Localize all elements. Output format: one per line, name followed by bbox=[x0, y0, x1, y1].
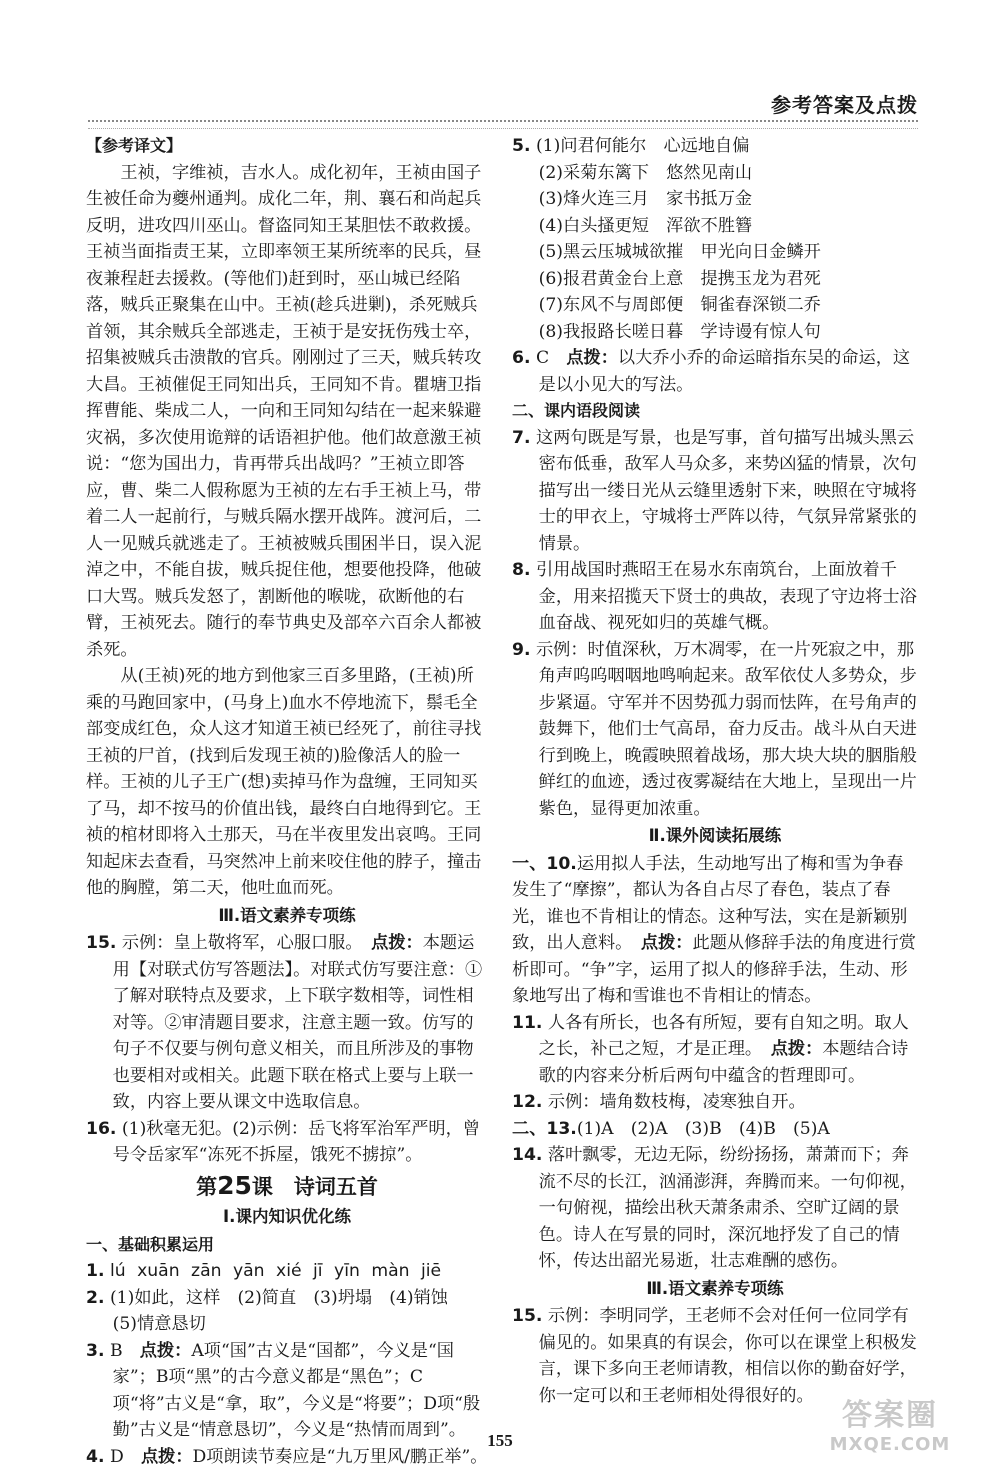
left-column bbox=[86, 133, 488, 1470]
answer-5-line: (6)报君黄金台上意 提携玉龙为君死 bbox=[538, 268, 821, 289]
answer-14: 14. 落叶飘零，无边无际，纷纷扬扬，萧萧而下；奔流不尽的长江，汹涌澎湃，奔腾而来。一句仰视，一句俯视，描绘出秋天萧条肃杀、空旷辽阔的景色。诗人在写景的同时，深沉地抒发了自己的情怀，传达出韶光易逝，壮志难酬的感伤。 bbox=[512, 1145, 917, 1271]
subsection-title-basics: 一、基础积累运用 bbox=[86, 1234, 215, 1254]
page-header-title: 参考答案及点拨 bbox=[771, 93, 918, 117]
answer-10: 一、10.运用拟人手法，生动地写出了梅和雪为争春发生了“摩擦”，都认为各自占尽了春色，装点了春光，谁也不肯相让的情态。这种写法，实在是新颖别致，出人意料。 点拨：此题从修辞手法的角度进行赏析即可。“争”字，运用了拟人的修辞手法，生动、形象地写出了梅和雪谁也不肯相让的情态。 bbox=[512, 853, 916, 1006]
answer-5-line: (2)采菊东篱下 悠然见南山 bbox=[538, 162, 753, 183]
section-title-literacy: Ⅲ.语文素养专项练 bbox=[218, 905, 356, 925]
answer-15: 15. 示例：李明同学，王老师不会对任何一位同学有偏见的。如果真的有误会，你可以在课堂上积极发言，课下多向王老师请教，相信以你的勤奋好学，你一定可以和王老师相处得很好的。 bbox=[512, 1306, 917, 1406]
answer-13: 二、13.(1)A (2)A (3)B (4)B (5)A bbox=[512, 1118, 830, 1139]
answer-5-line: (8)我报路长嗟日暮 学诗谩有惊人句 bbox=[538, 321, 821, 342]
translation-paragraph-1: 王祯，字维祯，吉水人。成化初年，王祯由国子生被任命为夔州通判。成化二年，荆、襄石和尚起兵反明，进攻四川巫山。督盗同知王某胆怯不敢救援。王祯当面指责王某，立即率领王某所统率的民兵，昼夜兼程赶去援救。(等他们)赶到时，巫山城已经陷落，贼兵正聚集在山中。王祯(趁兵进剿)，杀死贼兵首领，其余贼兵全部逃走，王祯于是安抚伤残士卒，招集被贼兵击溃散的官兵。刚刚过了三天，贼兵转攻大昌。王祯催促王同知出兵，王同知不肯。瞿塘卫指挥曹能、柴成二人，一向和王同知勾结在一起来躲避灾祸，多次使用诡辩的话语袒护他。他们故意激王祯说：“您为国出力，肯再带兵出战吗？”王祯立即答应，曹、柴二人假称愿为王祯的左右手王祯上马，带着二人一起前行，与贼兵隔水摆开战阵。渡河后，二人一见贼兵就逃走了。王祯被贼兵围困半日，误入泥淖之中，不能自拔，贼兵捉住他，想要他投降，他破口大骂。贼兵发怒了，割断他的喉咙，砍断他的右臂，王祯死去。随行的奉节典史及部卒六百余人都被杀死。 bbox=[86, 162, 482, 660]
watermark-logo: 答案圈 MXQE.COM bbox=[829, 1398, 951, 1455]
translation-paragraph-2: 从(王祯)死的地方到他家三百多里路，(王祯)所乘的马跑回家中，(马身上)血水不停地流下，鬃毛全部变成红色，众人这才知道王祯已经死了，前往寻找王祯的尸首，(找到后发现王祯的)脸像活人的脸一样。王祯的儿子王广(想)卖掉马作为盘缠，王同知买了马，却不按马的价值出钱，最终白白地得到它。王祯的棺材即将入土那天，马在半夜里发出哀鸣。王同知起床去查看，马突然冲上前来咬住他的脖子，撞击他的胸膛，第二天，他吐血而死。 bbox=[86, 666, 482, 898]
answer-9: 9. 示例：时值深秋，万木凋零，在一片死寂之中，那角声呜呜咽咽地鸣响起来。敌军依仗人多势众，步步紧逼。守军并不因势孤力弱而怯阵，在号角声的鼓舞下，他们士气高昂，奋力反击。战斗从白天进行到晚上，晚霞映照着战场，那大块大块的胭脂般鲜红的血迹，透过夜雾凝结在大地上，呈现出一片紫色，显得更加浓重。 bbox=[512, 639, 917, 819]
answer-5-line: (5)黑云压城城欲摧 甲光向日金鳞开 bbox=[538, 242, 821, 262]
answer-7: 7. 这两句既是写景，也是写事，首句描写出城头黑云密布低垂，敌军人马众多，来势凶猛的情景，次句描写出一缕日光从云缝里透射下来，映照在守城将士的甲衣上，守城将士严阵以待，气氛异常紧张的情景。 bbox=[512, 427, 917, 554]
answer-5-line: (7)东风不与周郎便 铜雀春深锁二乔 bbox=[538, 295, 821, 315]
page-number: 155 bbox=[487, 1431, 513, 1450]
answer-15: 15. 示例：皇上敬将军，心服口服。 点拨：本题运用【对联式仿写答题法】。对联式仿写要注意：①了解对联特点及要求，上下联字数相等，词性相对等。②审清题目要求，注意主题一致。仿写的句子不仅要与例句意义相关，而且所涉及的事物也要相对或相关。此题下联在格式上要与上联一致，内容上要从课文中选取信息。 bbox=[86, 933, 483, 1112]
answer-16: 16. (1)秋毫无犯。(2)示例：岳飞将军治军严明，曾号令岳家军“冻死不拆屋，饿死不掳掠”。 bbox=[86, 1118, 480, 1165]
header-divider bbox=[88, 120, 918, 129]
section-title-literacy: Ⅲ.语文素养专项练 bbox=[646, 1278, 784, 1298]
section-title-extended-reading: Ⅱ.课外阅读拓展练 bbox=[648, 826, 782, 845]
lesson-title: 第25课 诗词五首 bbox=[196, 1170, 378, 1200]
answer-8: 8. 引用战国时燕昭王在易水东南筑台，上面放着千金，用来招揽天下贤士的典故，表现了守边将士浴血奋战、视死如归的英雄气概。 bbox=[512, 560, 917, 633]
answer-3: 3. B 点拨：A项“国”古义是“国都”，今义是“国家”；B项“黑”的古今意义都是“黑色”；C项“将”古义是“拿，取”，今义是“将要”；D项“殷勤”古义是“情意恳切”，今义是“热情而周到”。 bbox=[86, 1340, 481, 1440]
right-column bbox=[512, 133, 918, 1409]
answer-12: 12. 示例：墙角数枝梅，凌寒独自开。 bbox=[512, 1092, 806, 1112]
answer-2: 2. (1)如此，这样 (2)简直 (3)坍塌 (4)销蚀 (5)情意恳切 bbox=[86, 1287, 466, 1334]
answer-number: 15. bbox=[86, 933, 117, 953]
reference-translation-heading: 【参考译文】 bbox=[86, 136, 183, 155]
answer-number: 16. bbox=[86, 1118, 117, 1139]
answer-6: 6. C 点拨：以大乔小乔的命运暗指东吴的命运，这是以小见大的写法。 bbox=[512, 348, 911, 395]
subsection-title-reading: 二、课内语段阅读 bbox=[512, 401, 641, 420]
section-title-in-class: Ⅰ.课内知识优化练 bbox=[223, 1207, 351, 1226]
answer-1: 1. lú xuān zān yān xié jī yīn màn jiē bbox=[86, 1261, 442, 1281]
answer-5-line: (3)烽火连三月 家书抵万金 bbox=[538, 189, 753, 209]
answer-5-line: (4)白头搔更短 浑欲不胜簪 bbox=[538, 215, 753, 236]
answer-5: 5. (1)问君何能尔 心远地自偏 bbox=[512, 136, 750, 156]
answer-4: 4. D 点拨：D项朗读节奏应是“九万里风/鹏正举”。 bbox=[86, 1446, 488, 1467]
answer-11: 11. 人各有所长，也各有所短，要有自知之明。取人之长，补己之短，才是正理。 点拨：本题结合诗歌的内容来分析后两句中蕴含的哲理即可。 bbox=[512, 1012, 909, 1086]
